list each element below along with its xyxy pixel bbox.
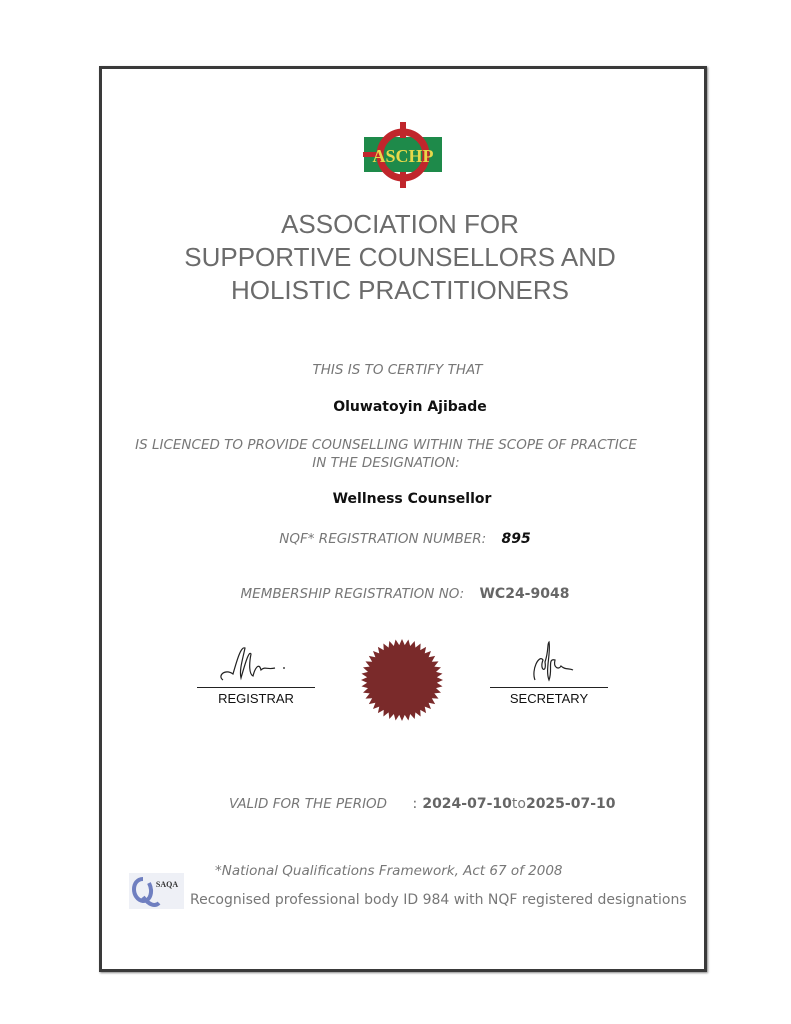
licence-text bbox=[100, 436, 672, 472]
licence-line: IS LICENCED TO PROVIDE COUNSELLING WITHIN THE SCOPE OF PRACTICE bbox=[135, 437, 637, 453]
registrar-signature bbox=[215, 640, 295, 685]
membership-registration bbox=[150, 583, 660, 602]
saqa-logo bbox=[129, 873, 184, 909]
licence-line: IN THE DESIGNATION: bbox=[312, 455, 460, 471]
title-line: SUPPORTIVE COUNSELLORS AND bbox=[184, 242, 616, 272]
logo-text: ASCHP bbox=[372, 146, 434, 166]
nqf-value: 895 bbox=[501, 531, 531, 547]
title-line: HOLISTIC PRACTITIONERS bbox=[230, 275, 570, 305]
membership-label: MEMBERSHIP REGISTRATION NO: bbox=[240, 586, 465, 602]
organization-title bbox=[100, 208, 700, 307]
recipient-name: Oluwatoyin Ajibade bbox=[333, 399, 487, 415]
designation: Wellness Counsellor bbox=[332, 491, 492, 507]
validity-start: 2024-07-10 bbox=[422, 796, 512, 812]
title-line: ASSOCIATION FOR bbox=[281, 209, 519, 239]
membership-value: WC24-9048 bbox=[479, 586, 570, 602]
validity-to: to bbox=[511, 796, 526, 812]
seal bbox=[360, 638, 444, 722]
certify-text: THIS IS TO CERTIFY THAT bbox=[312, 362, 483, 378]
aschp-logo bbox=[363, 122, 443, 188]
secretary-label: SECRETARY bbox=[509, 691, 589, 706]
certificate-border bbox=[99, 66, 707, 972]
validity-label: VALID FOR THE PERIOD bbox=[229, 796, 388, 812]
nqf-footnote: *National Qualifications Framework, Act 67 of 2008 bbox=[215, 863, 563, 879]
recognition-text: Recognised professional body ID 984 with NQF registered designations bbox=[190, 892, 687, 908]
nqf-registration bbox=[150, 528, 660, 547]
secretary-signature bbox=[525, 640, 575, 688]
validity-end: 2025-07-10 bbox=[525, 796, 616, 812]
secretary-line bbox=[490, 687, 608, 688]
registrar-label: REGISTRAR bbox=[218, 691, 294, 706]
nqf-label: NQF* REGISTRATION NUMBER: bbox=[279, 531, 487, 547]
saqa-logo-text: SAQA bbox=[155, 880, 179, 889]
validity-separator: : bbox=[412, 796, 418, 812]
registrar-line bbox=[197, 687, 315, 688]
validity-period bbox=[229, 793, 616, 812]
